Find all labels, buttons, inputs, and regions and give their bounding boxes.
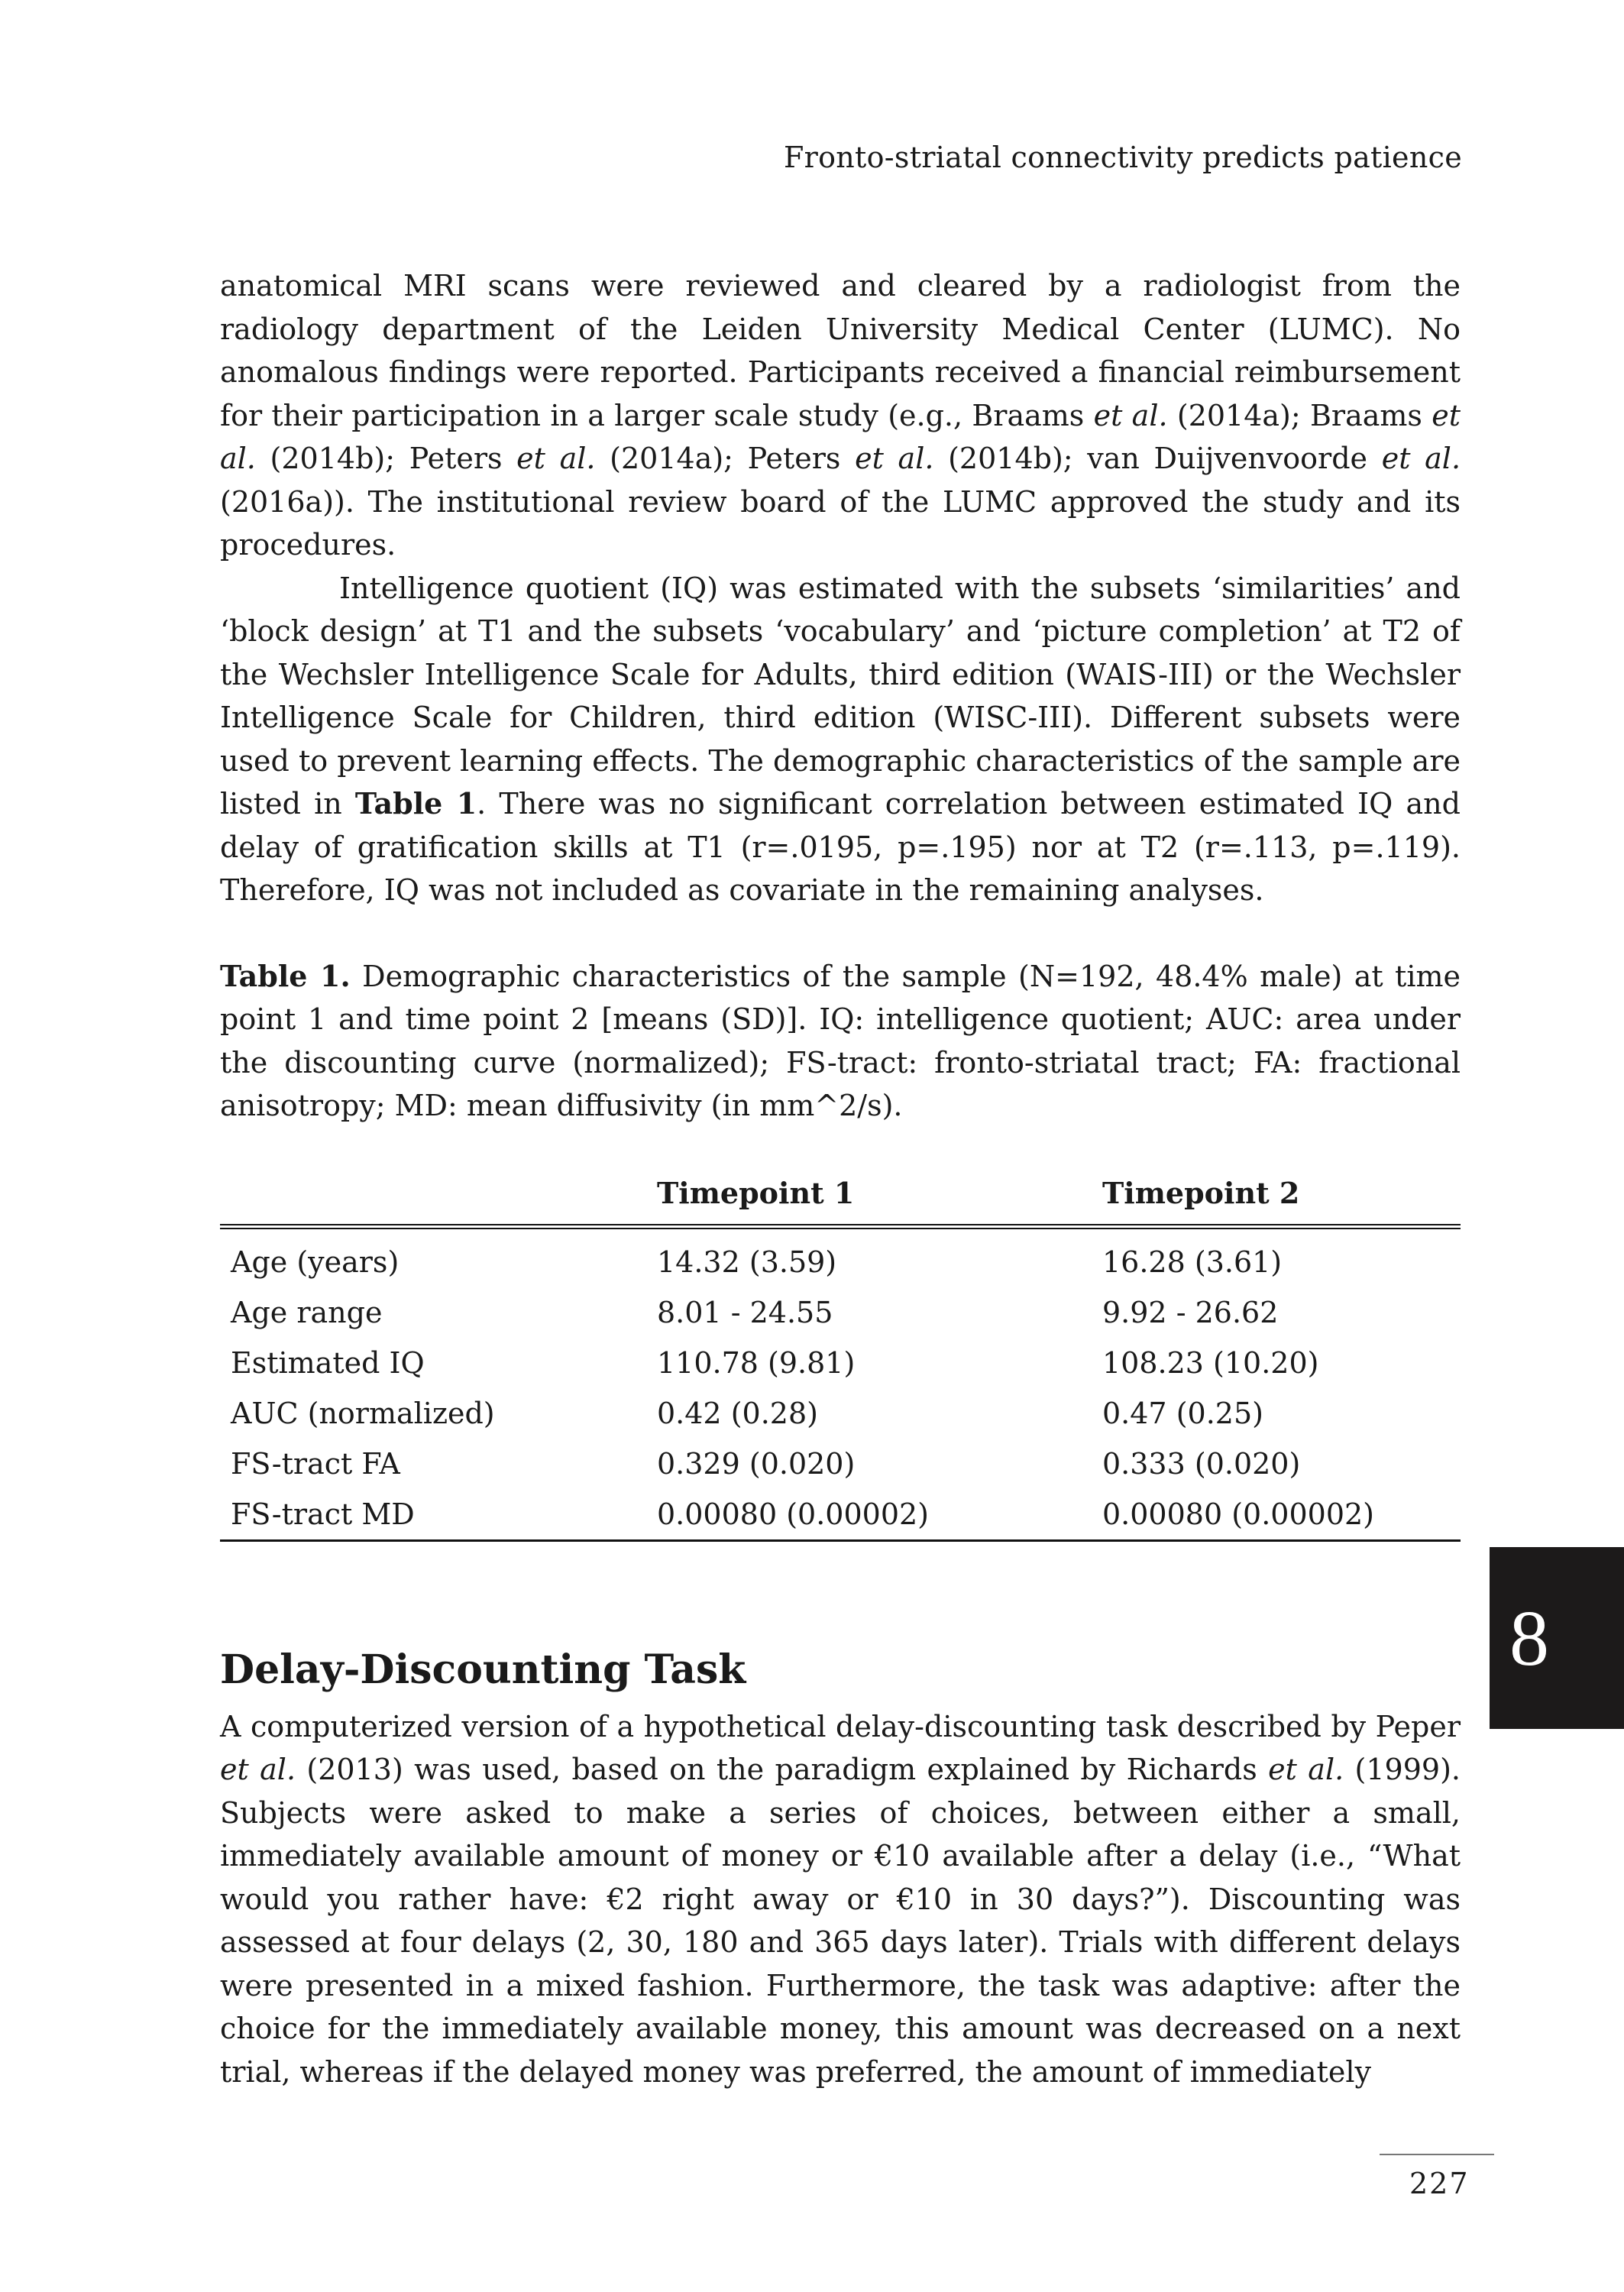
table-reference: Table 1. xyxy=(220,958,351,993)
row-label: Age range xyxy=(231,1295,383,1329)
section-heading: Delay-Discounting Task xyxy=(220,1646,746,1693)
text-run: anatomical MRI scans were reviewed and cleared by a radiologist from the radiology department of the Leiden University Medical Center (LUMC). No anomalous findings were reported. Participants received a financial reimbursement for their participation in a larger scale study (e.g., Braams xyxy=(220,269,1461,432)
cell-t1: 14.32 (3.59) xyxy=(657,1245,837,1279)
table-row xyxy=(220,1489,1461,1541)
text-run: (2014a); Peters xyxy=(595,442,856,475)
cell-t2: 108.23 (10.20) xyxy=(1102,1345,1319,1380)
citation-et-al: et al. xyxy=(855,442,934,475)
row-label: FS-tract FA xyxy=(231,1446,400,1481)
cell-t2: 16.28 (3.61) xyxy=(1102,1245,1283,1279)
text-run: (1999). Subjects were asked to make a series of choices, between either a small, immediately available amount of money or €10 available after a delay (i.e., “What would you rather have: €2 right away or €10 in 30 days?”). Discounting was assessed at four delays (2, 30, 180 and 365 days later). Trials with different delays were presented in a mixed fashion. Furthermore, the task was adaptive: after the choice for the immediately available money, this amount was decreased on a next trial, whereas if the delayed money was preferred, the amount of immediately xyxy=(220,1753,1461,2089)
text-run: (2016a)). The institutional review board of the LUMC approved the study and its procedures. xyxy=(220,484,1461,562)
cell-t2: 9.92 - 26.62 xyxy=(1102,1295,1279,1329)
citation-et-al: et al. xyxy=(220,1753,296,1786)
table-row xyxy=(220,1226,1461,1287)
text-run: (2014b); van Duijvenvoorde xyxy=(933,442,1382,475)
running-head: Fronto-striatal connectivity predicts patience xyxy=(783,141,1462,174)
row-label: FS-tract MD xyxy=(220,1489,646,1541)
paragraph-iq xyxy=(220,567,1461,912)
table-row xyxy=(220,1439,1461,1489)
cell-t2: 0.333 (0.020) xyxy=(1102,1446,1301,1481)
table-row xyxy=(220,1338,1461,1388)
citation-et-al: et al. xyxy=(1093,398,1168,432)
table-header-row xyxy=(220,1167,1461,1227)
paragraph-participants xyxy=(220,264,1461,567)
cell-t2: 0.00080 (0.00002) xyxy=(1092,1489,1461,1541)
text-run: Demographic characteristics of the sample (N=192, 48.4% male) at time point 1 and time point 2 [means (SD)]. IQ: intelligence quotient; AUC: area under the discounting curve (normalized); FS-tract: fronto-striatal tract; FA: fractional anisotropy; MD: mean diffusivity (in mm^2/s). xyxy=(220,959,1461,1122)
cell-t1: 0.42 (0.28) xyxy=(657,1396,818,1430)
table-row xyxy=(220,1287,1461,1338)
table-caption xyxy=(220,955,1461,1128)
page-content xyxy=(220,264,1461,2093)
table-header-timepoint-1: Timepoint 1 xyxy=(646,1167,1092,1227)
text-run: . There was no significant correlation between estimated IQ and delay of gratification skills at T1 (r=.0195, p=.195) nor at T2 (r=.113, p=.119). Therefore, IQ was not included as covariate in the remaining analyses. xyxy=(220,787,1461,907)
demographics-table xyxy=(220,1167,1461,1542)
row-label: AUC (normalized) xyxy=(231,1396,495,1430)
citation-et-al: et al. xyxy=(516,442,596,475)
cell-t1: 110.78 (9.81) xyxy=(657,1345,856,1380)
citation-et-al: et al. xyxy=(220,398,1461,475)
text-run: A computerized version of a hypothetical delay-discounting task described by Peper xyxy=(220,1709,1461,1743)
citation-et-al: et al. xyxy=(1381,442,1461,475)
citation-et-al: et al. xyxy=(1268,1753,1344,1786)
cell-t2: 0.47 (0.25) xyxy=(1102,1396,1263,1430)
paragraph-delay-discounting xyxy=(220,1705,1461,2094)
cell-t1: 8.01 - 24.55 xyxy=(657,1295,833,1329)
page-number: 227 xyxy=(1409,2167,1470,2200)
table-reference: Table 1 xyxy=(354,786,477,821)
footer-rule xyxy=(1380,2154,1494,2155)
chapter-number: 8 xyxy=(1509,1594,1549,1682)
cell-t1: 0.329 (0.020) xyxy=(657,1446,856,1481)
table-row xyxy=(220,1388,1461,1439)
table-header-timepoint-2: Timepoint 2 xyxy=(1092,1167,1461,1227)
text-run: Intelligence quotient (IQ) was estimated with the subsets ‘similarities’ and ‘block design’ at T1 and the subsets ‘vocabulary’ and ‘picture completion’ at T2 of the Wechsler Intelligence Scale for Adults, third edition (WAIS-III) or the Wechsler Intelligence Scale for Children, third edition (WISC-III). Different subsets were used to prevent learning effects. The demographic characteristics of the sample are listed in xyxy=(220,571,1461,821)
table-header-empty xyxy=(220,1167,646,1227)
row-label: Estimated IQ xyxy=(231,1345,425,1380)
text-run: (2013) was used, based on the paradigm explained by Richards xyxy=(296,1753,1269,1786)
text-run: (2014a); Braams xyxy=(1167,398,1432,432)
cell-t1: 0.00080 (0.00002) xyxy=(646,1489,1092,1541)
chapter-tab xyxy=(1490,1547,1624,1729)
text-run: (2014b); Peters xyxy=(255,442,517,475)
row-label: Age (years) xyxy=(231,1245,400,1279)
